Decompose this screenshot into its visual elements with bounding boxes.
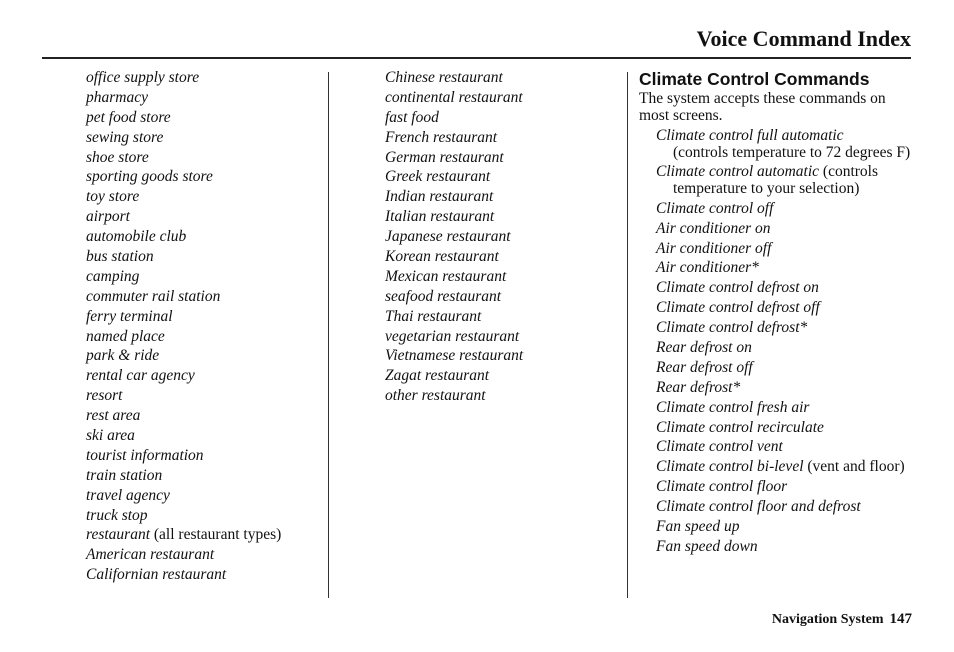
command-text: American restaurant: [86, 546, 215, 564]
list-item: [86, 227, 326, 247]
command-text: train station: [86, 466, 163, 484]
command-note: (controls temperature to 72 degrees F): [673, 143, 911, 161]
list-item: [385, 88, 625, 108]
command-text: German restaurant: [385, 148, 504, 166]
command-text: Climate control bi-level: [656, 458, 804, 476]
command-text: Mexican restaurant: [385, 267, 507, 285]
command-text: office supply store: [86, 69, 200, 86]
list-item: [385, 128, 625, 148]
list-item: [86, 267, 326, 287]
command-text: sewing store: [86, 128, 164, 146]
climate-command: [656, 260, 914, 277]
list-item: [385, 346, 625, 366]
command-text: pharmacy: [86, 88, 148, 106]
column-divider: [627, 72, 628, 598]
command-text: restaurant: [86, 526, 151, 544]
list-item: [86, 525, 326, 545]
poi-list-column-1: [86, 68, 326, 585]
list-item: [86, 68, 326, 88]
climate-command: [656, 539, 914, 556]
list-item: [385, 187, 625, 207]
list-item: [86, 148, 326, 168]
climate-command-list: [656, 128, 914, 555]
list-item: [385, 307, 625, 327]
list-item: [86, 565, 326, 585]
command-text: continental restaurant: [385, 88, 523, 106]
climate-command: [656, 164, 914, 197]
list-item: [86, 426, 326, 446]
list-item: [86, 346, 326, 366]
command-text: Greek restaurant: [385, 168, 491, 186]
climate-command: [656, 320, 914, 337]
list-item: [86, 247, 326, 267]
list-item: [86, 207, 326, 227]
climate-command: [656, 400, 914, 417]
climate-command: [656, 241, 914, 258]
command-text: ski area: [86, 427, 135, 445]
command-text: Korean restaurant: [385, 248, 499, 266]
command-text: Climate control fresh air: [656, 398, 810, 416]
climate-command: [656, 360, 914, 377]
climate-command: [656, 128, 914, 161]
command-text: seafood restaurant: [385, 287, 502, 305]
climate-command: [656, 380, 914, 397]
list-item: [86, 506, 326, 526]
footer-label: Navigation System: [771, 612, 884, 627]
command-text: French restaurant: [385, 128, 498, 146]
list-item: [385, 247, 625, 267]
command-text: Climate control floor: [656, 478, 788, 496]
command-text: Climate control off: [656, 199, 774, 217]
command-note: (controls temperature to your selection): [673, 163, 879, 197]
climate-command: [656, 459, 914, 476]
command-text: Air conditioner on: [656, 219, 771, 237]
list-item: [86, 128, 326, 148]
list-item: [385, 366, 625, 386]
command-text: resort: [86, 387, 123, 405]
command-text: ferry terminal: [86, 307, 173, 325]
list-item: [86, 545, 326, 565]
list-item: [385, 287, 625, 307]
command-text: other restaurant: [385, 387, 486, 405]
list-item: [86, 167, 326, 187]
command-text: automobile club: [86, 228, 187, 246]
command-note: (all restaurant types): [150, 526, 282, 544]
list-item: [86, 466, 326, 486]
list-item: [385, 167, 625, 187]
command-text: shoe store: [86, 148, 149, 166]
column-divider: [328, 72, 329, 598]
command-text: Air conditioner*: [656, 259, 759, 277]
command-text: sporting goods store: [86, 168, 213, 186]
list-item: [385, 227, 625, 247]
command-text: Rear defrost*: [656, 378, 741, 396]
command-text: rental car agency: [86, 367, 195, 385]
command-text: Thai restaurant: [385, 307, 482, 325]
command-text: Californian restaurant: [86, 566, 227, 584]
list-item: [86, 287, 326, 307]
header-rule: [42, 57, 911, 59]
command-text: Climate control defrost*: [656, 319, 808, 337]
climate-command: [656, 340, 914, 357]
restaurant-list-column-2: [385, 68, 625, 406]
command-text: tourist information: [86, 446, 204, 464]
climate-command: [656, 300, 914, 317]
list-item: [86, 406, 326, 426]
command-text: Indian restaurant: [385, 188, 494, 206]
section-heading: Climate Control Commands: [639, 69, 870, 89]
climate-command: [656, 221, 914, 238]
command-text: Climate control automatic: [656, 163, 820, 181]
command-text: Climate control vent: [656, 438, 783, 456]
command-note: (vent and floor): [803, 458, 905, 476]
list-item: [385, 207, 625, 227]
list-item: [86, 486, 326, 506]
climate-command: [656, 420, 914, 437]
command-text: truck stop: [86, 506, 148, 524]
command-text: Climate control defrost on: [656, 279, 819, 297]
list-item: [86, 307, 326, 327]
climate-command: [656, 201, 914, 218]
climate-command: [656, 479, 914, 496]
list-item: [86, 366, 326, 386]
section-intro: The system accepts these commands on most screens.: [639, 90, 886, 124]
list-item: [86, 386, 326, 406]
list-item: [385, 68, 625, 88]
climate-command: [656, 439, 914, 456]
command-text: Fan speed down: [656, 537, 758, 555]
command-text: fast food: [385, 108, 439, 126]
climate-command: [656, 499, 914, 516]
command-text: Italian restaurant: [385, 208, 495, 226]
command-text: rest area: [86, 407, 141, 425]
command-text: Zagat restaurant: [385, 367, 490, 385]
command-text: travel agency: [86, 486, 170, 504]
list-item: [385, 148, 625, 168]
command-text: airport: [86, 208, 130, 226]
list-item: [86, 327, 326, 347]
command-text: park & ride: [86, 347, 160, 365]
command-text: toy store: [86, 188, 140, 206]
climate-control-section: [639, 68, 914, 559]
climate-command: [656, 280, 914, 297]
list-item: [86, 187, 326, 207]
command-text: commuter rail station: [86, 287, 221, 305]
command-text: vegetarian restaurant: [385, 327, 520, 345]
command-text: camping: [86, 267, 140, 285]
command-text: Fan speed up: [656, 518, 740, 536]
command-text: bus station: [86, 248, 154, 266]
command-text: Japanese restaurant: [385, 228, 511, 246]
list-item: [385, 108, 625, 128]
list-item: [86, 108, 326, 128]
command-text: Chinese restaurant: [385, 69, 503, 86]
list-item: [86, 88, 326, 108]
command-text: Rear defrost off: [656, 358, 753, 376]
list-item: [385, 386, 625, 406]
command-text: pet food store: [86, 108, 171, 126]
page-title: Voice Command Index: [696, 26, 911, 51]
page-number: 147: [889, 611, 912, 627]
list-item: [86, 446, 326, 466]
command-text: Vietnamese restaurant: [385, 347, 524, 365]
command-text: named place: [86, 327, 165, 345]
command-text: Air conditioner off: [656, 239, 772, 257]
command-text: Climate control recirculate: [656, 418, 824, 436]
command-text: Climate control defrost off: [656, 299, 820, 317]
command-text: Rear defrost on: [656, 339, 752, 357]
page-footer: [772, 611, 912, 628]
command-text: Climate control full automatic: [656, 127, 844, 144]
climate-command: [656, 519, 914, 536]
list-item: [385, 327, 625, 347]
list-item: [385, 267, 625, 287]
command-text: Climate control floor and defrost: [656, 498, 861, 516]
